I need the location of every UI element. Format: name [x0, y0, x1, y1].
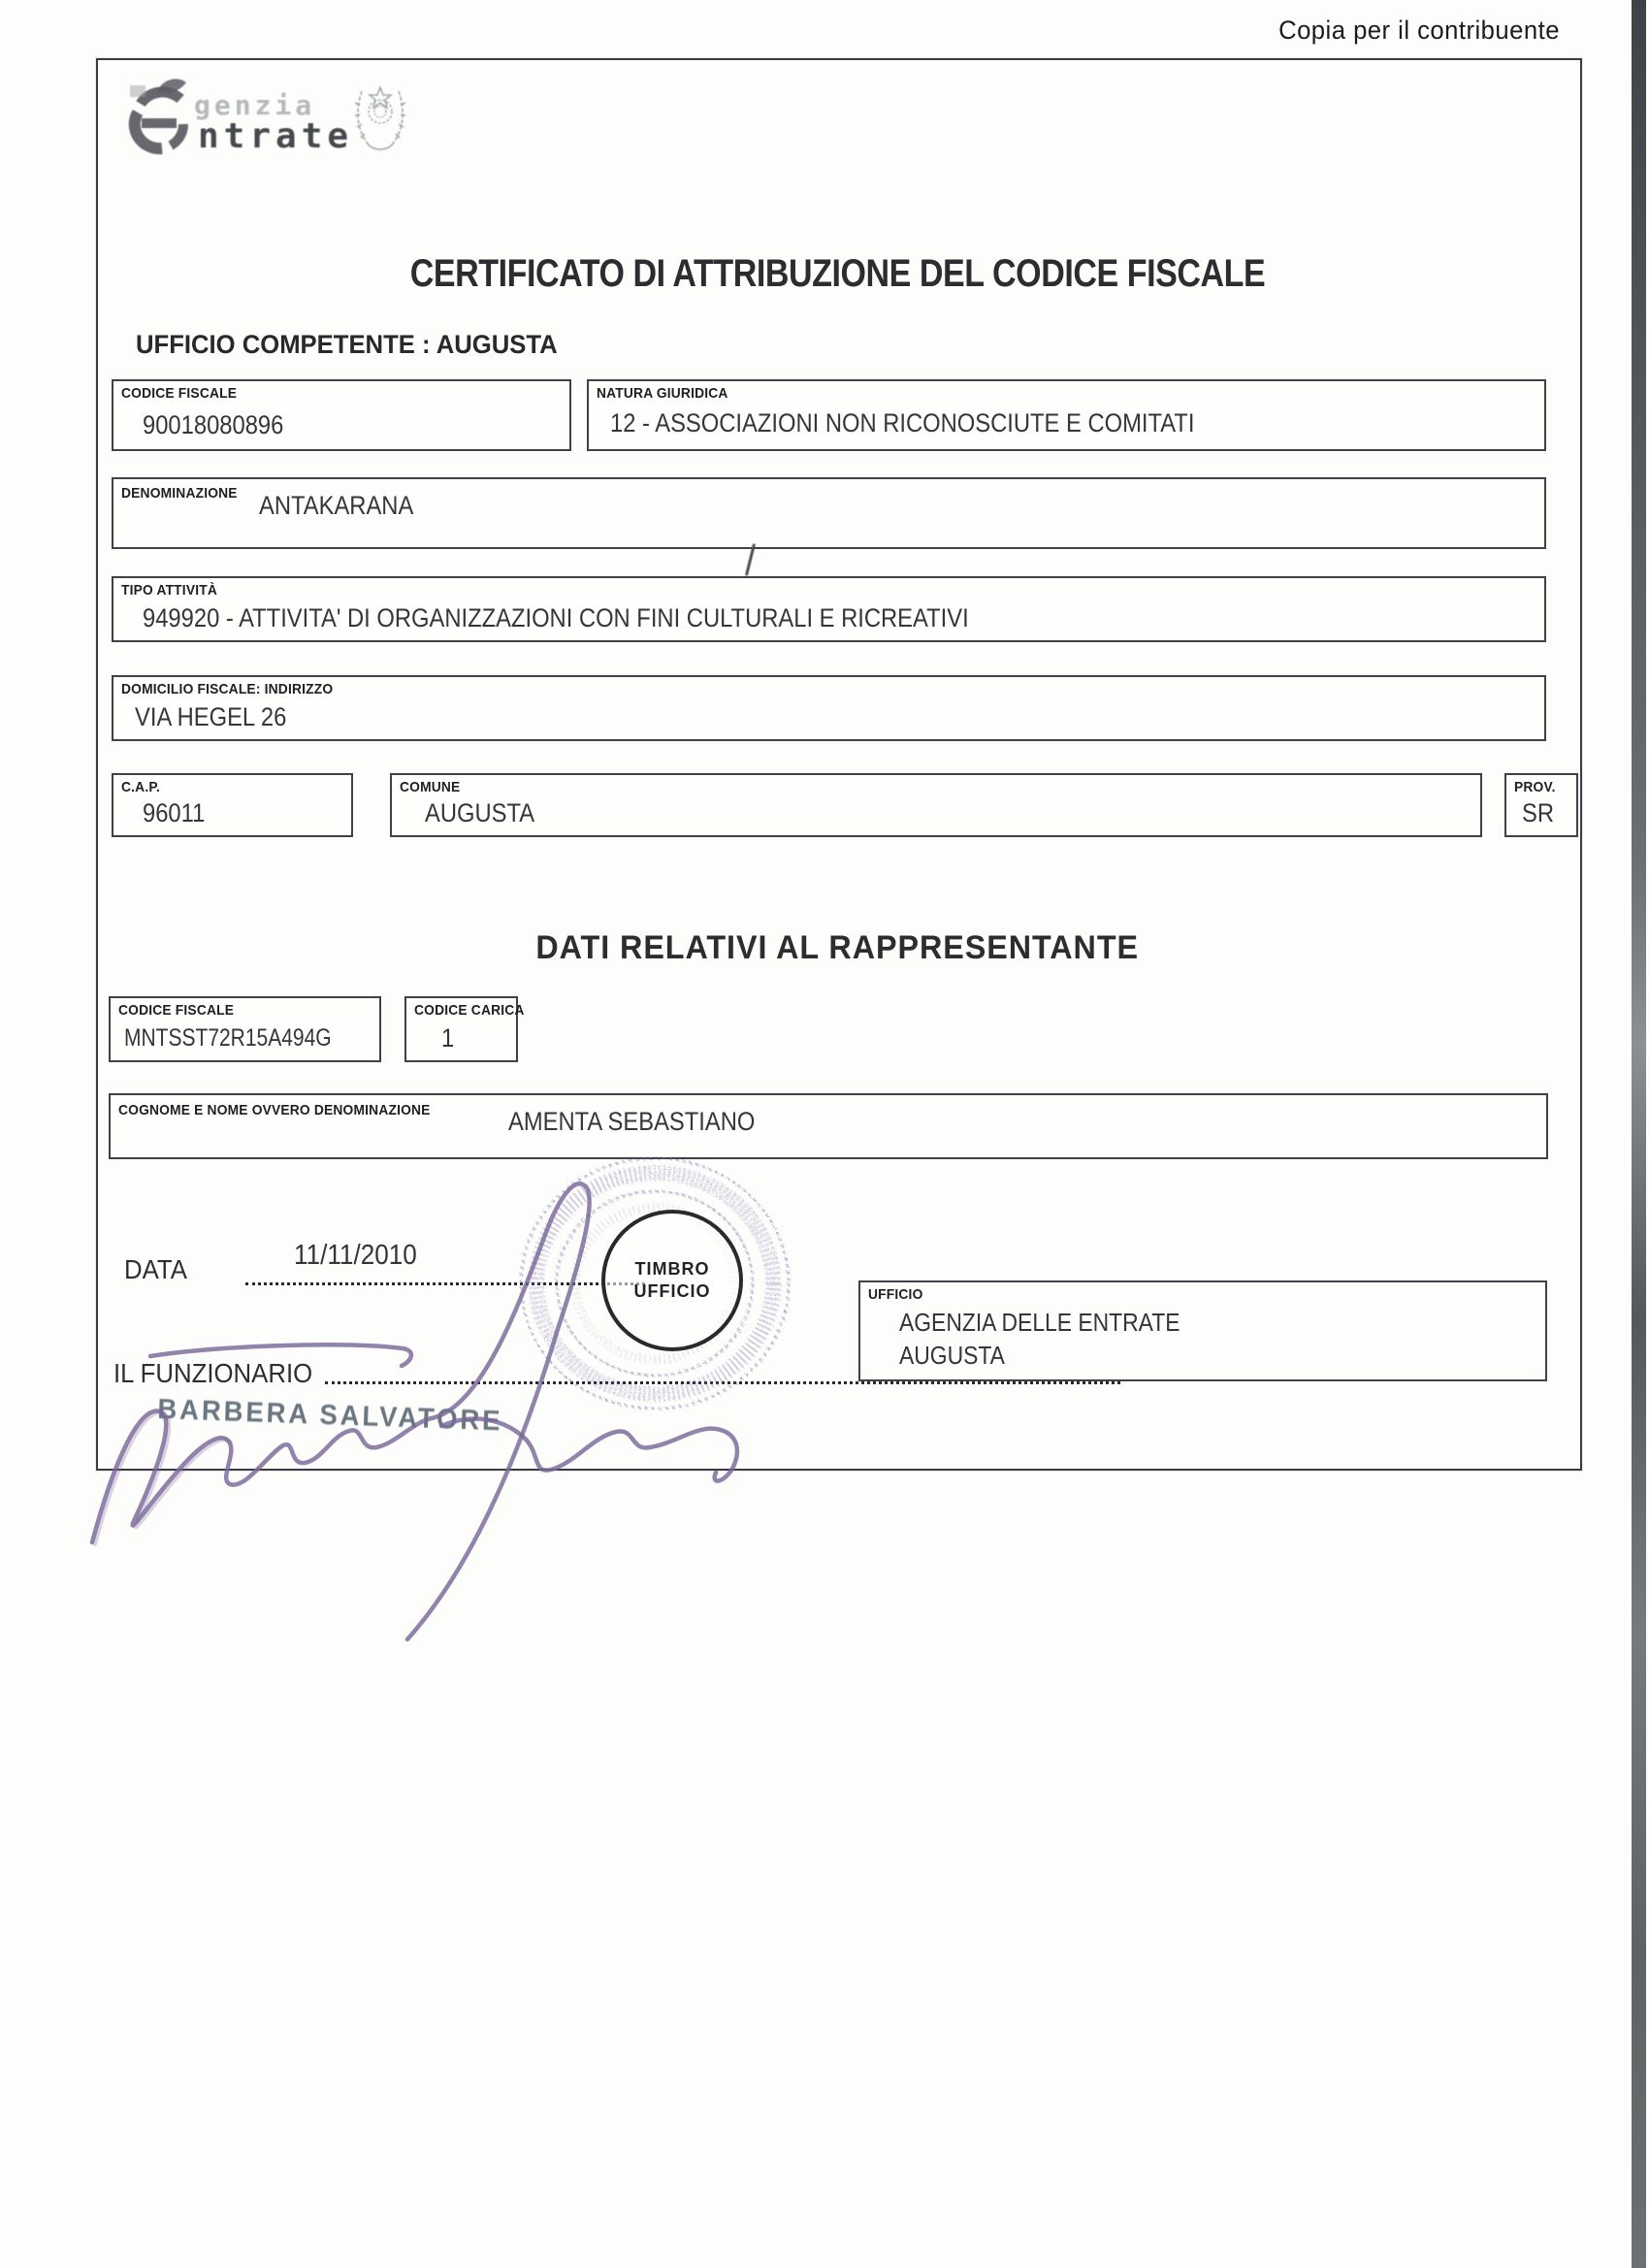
field-value: AUGUSTA [425, 798, 535, 827]
field-indirizzo [112, 675, 1546, 741]
logo-word-genzia: genzia [194, 89, 316, 121]
agenzia-entrate-logo-icon [128, 78, 194, 157]
field-codice-fiscale [112, 379, 571, 451]
representative-heading: DATI RELATIVI AL RAPPRESENTANTE [535, 929, 1139, 966]
field-value: ANTAKARANA [259, 491, 414, 520]
field-label: COMUNE [400, 779, 461, 795]
italian-republic-emblem-icon [353, 80, 407, 157]
field-label: CODICE CARICA [414, 1002, 525, 1019]
field-value: 90018080896 [143, 410, 284, 439]
field-label: PROV. [1514, 779, 1556, 795]
field-label: CODICE FISCALE [118, 1002, 235, 1019]
stamp-text-line2: UFFICIO [633, 1281, 711, 1301]
funzionario-name-stamp: BARBERA SALVATORE [156, 1394, 503, 1438]
field-value: 12 - ASSOCIAZIONI NON RICONOSCIUTE E COMITATI [610, 408, 1195, 437]
field-label: TIPO ATTIVITÀ [121, 582, 217, 599]
field-label: NATURA GIURIDICA [597, 385, 728, 402]
page-title: CERTIFICATO DI ATTRIBUZIONE DEL CODICE FISCALE [409, 252, 1265, 295]
data-value: 11/11/2010 [294, 1240, 417, 1271]
office-competente-line: UFFICIO COMPETENTE : AUGUSTA [136, 330, 558, 359]
field-value: 1 [441, 1023, 455, 1053]
field-prov [1504, 773, 1578, 837]
field-value: 96011 [143, 798, 206, 827]
field-label: DENOMINAZIONE [121, 485, 238, 502]
field-ufficio [858, 1280, 1547, 1381]
funzionario-label: IL FUNZIONARIO [113, 1358, 313, 1388]
field-label: C.A.P. [121, 779, 160, 795]
copy-note: Copia per il contribuente [1278, 16, 1560, 45]
field-denominazione [112, 477, 1546, 549]
field-value-line2: AUGUSTA [899, 1341, 1005, 1370]
field-value: AMENTA SEBASTIANO [508, 1107, 756, 1136]
field-rep-codice-fiscale [109, 996, 381, 1062]
field-cap [112, 773, 353, 837]
scan-edge-shadow [1632, 0, 1646, 2268]
signature [68, 1135, 805, 1659]
field-codice-carica [404, 996, 525, 1062]
field-label: DOMICILIO FISCALE: INDIRIZZO [121, 681, 334, 697]
field-value: MNTSST72R15A494G [124, 1024, 332, 1052]
logo-word-ntrate: ntrate [198, 116, 354, 156]
field-label: COGNOME E NOME OVVERO DENOMINAZIONE [118, 1102, 431, 1118]
field-value: VIA HEGEL 26 [135, 702, 287, 731]
field-label: CODICE FISCALE [121, 385, 238, 402]
field-value: SR [1522, 798, 1555, 827]
stamp-text-line1: TIMBRO [634, 1259, 710, 1279]
field-comune [390, 773, 1482, 837]
field-value-line1: AGENZIA DELLE ENTRATE [899, 1308, 1180, 1337]
data-label: DATA [124, 1254, 187, 1284]
field-tipo-attivita [112, 576, 1546, 642]
field-label: UFFICIO [868, 1286, 923, 1303]
field-natura-giuridica [587, 379, 1546, 451]
field-value: 949920 - ATTIVITA' DI ORGANIZZAZIONI CON FINI CULTURALI E RICREATIVI [143, 603, 969, 632]
